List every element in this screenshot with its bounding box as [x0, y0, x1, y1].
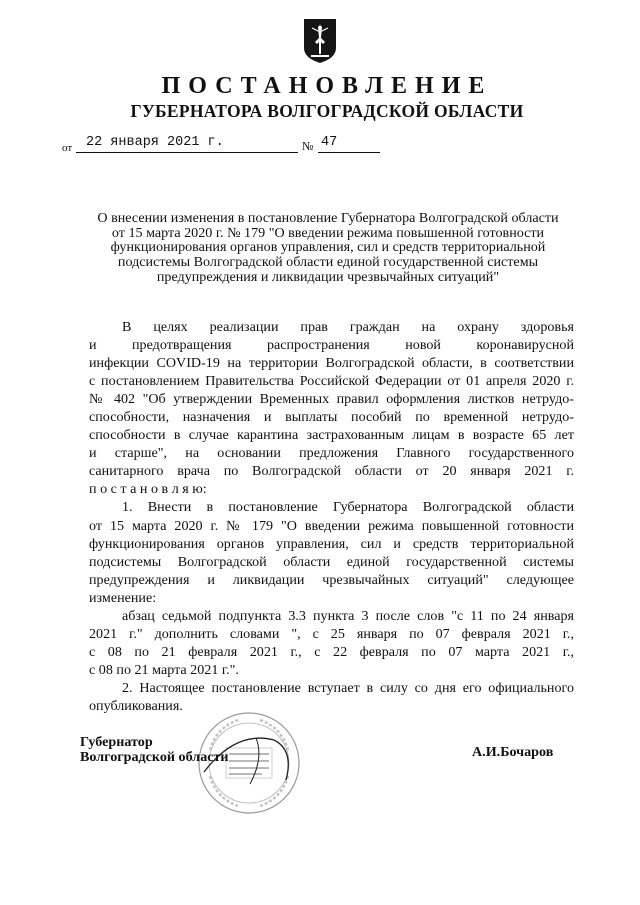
body-line: опубликования.: [89, 697, 183, 714]
subject-line: О внесении изменения в постановление Губернатора Волгоградской области: [97, 210, 559, 226]
body-line: 1. Внести в постановление Губернатора Волгоградской области: [122, 499, 574, 516]
body-line: способности, назначения и выплаты пособий по временной нетрудо-: [89, 409, 574, 426]
document-subtitle: ГУБЕРНАТОРА ВОЛГОГРАДСКОЙ ОБЛАСТИ: [130, 101, 524, 121]
document-subject: [80, 211, 576, 285]
body-line: изменение:: [89, 589, 157, 606]
body-line: абзац седьмой подпункта 3.3 пункта 3 после слов "с 11 по 24 января: [122, 607, 574, 624]
body-line: и старше", на основании предложения Главного государственного: [89, 445, 574, 462]
decree-word: п о с т а н о в л я ю:: [89, 481, 207, 498]
body-line: подсистемы Волгоградской области единой государственной системы: [89, 553, 574, 570]
body-line: предупреждения и ликвидации чрезвычайных ситуаций" следующее: [89, 571, 574, 588]
body-line: № 402 "Об утверждении Временных правил оформления листков нетрудо-: [89, 391, 574, 408]
document-number: 47: [318, 135, 380, 153]
body-line: функционирования органов управления, сил и средств территориальной: [89, 535, 574, 552]
number-label: №: [302, 139, 314, 153]
body-line: с 08 по 21 марта 2021 г.".: [89, 661, 239, 678]
signatory-title-line: Губернатор: [80, 734, 153, 750]
registration-line: [62, 135, 362, 157]
document-body: [89, 318, 574, 715]
body-line: с 08 по 21 февраля 2021 г., с 22 февраля по 07 марта 2021 г.,: [89, 643, 574, 660]
body-line: 2. Настоящее постановление вступает в силу со дня его официального: [122, 679, 574, 696]
body-line: с постановлением Правительства Российской Федерации от 01 апреля 2020 г.: [89, 373, 574, 390]
document-date: 22 января 2021 г.: [76, 135, 298, 153]
body-line: от 15 марта 2020 г. № 179 "О введении режима повышенной готовности: [89, 517, 574, 534]
from-label: от: [62, 142, 73, 154]
signatory-title-line: Волгоградской области: [80, 749, 229, 765]
signatory-name: А.И.Бочаров: [472, 744, 554, 760]
body-line: санитарного врача по Волгоградской области от 20 января 2021 г.: [89, 463, 574, 480]
signatory-title: [80, 735, 229, 765]
body-line: и предотвращения распространения новой коронавирусной: [89, 337, 574, 354]
subject-line: от 15 марта 2020 г. № 179 "О введении режима повышенной готовности: [111, 224, 545, 241]
document-title: ПОСТАНОВЛЕНИЕ: [161, 73, 493, 99]
body-line: способности в случае карантина застрахованным лицам в возрасте 65 лет: [89, 427, 574, 444]
body-line: 2021 г." дополнить словами ", с 25 января по 07 февраля 2021 г.,: [89, 625, 574, 642]
coat-of-arms-emblem: [303, 18, 337, 64]
subject-line: предупреждения и ликвидации чрезвычайных ситуаций": [156, 268, 500, 285]
subject-line: функционирования органов управления, сил и средств территориальной: [110, 239, 546, 256]
body-line: В целях реализации прав граждан на охрану здоровья: [122, 319, 574, 335]
subject-line: подсистемы Волгоградской области единой государственной системы: [117, 254, 539, 271]
body-line: инфекции COVID-19 на территории Волгоградской области, в соответствии: [89, 355, 574, 372]
